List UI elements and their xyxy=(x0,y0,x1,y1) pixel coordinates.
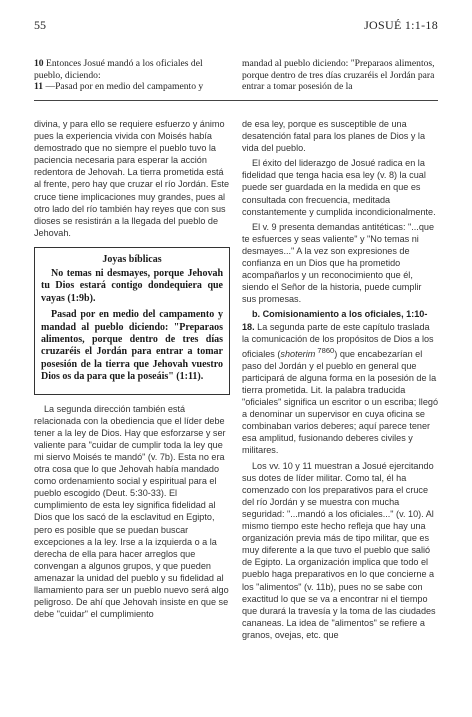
hebrew-term: shoterim xyxy=(280,348,316,359)
scripture-left-column xyxy=(34,58,230,93)
commentary-paragraph: de esa ley, porque es susceptible de una desatención fatal para los planes de Dios y la vida del pueblo. xyxy=(242,119,425,154)
section-heading: b. Comisionamiento a los oficiales, 1:10-18. xyxy=(242,309,428,332)
running-title: JOSUÉ 1:1-18 xyxy=(364,18,438,32)
box-quote-2: Pasad por en medio del campamento y mandad al pueblo diciendo: "Preparaos alimentos, porque dentro de tres días cruzaréis el Jordán para entrar a tomar posesión de la tierra que Jehovah vuestro Dios os da para que la poseáis" (1:11). xyxy=(41,309,223,383)
verse-text: —Pasad por en medio del campamento y xyxy=(43,81,204,93)
commentary-paragraph: Los vv. 10 y 11 muestran a Josué ejercitando sus dotes de líder militar. Como tal, él ha comenzado con los preparativos para el cruce del río Jordán y se muestra con mucha seguridad: "...mandó a los oficiales..." (v. 10). Al mismo tiempo este hecho refleja que hay una organización previa más de tipo militar, que es muy diferente a la que tuvo el pueblo que salió de Egipto. La organización implica que todo el pueblo haga preparativos en lo que concierne a los "alimentos" (v. 11b), pues no se sabe con exactitud lo que se va a encontrar ni el tiempo que durará la travesía y la toma de las ciudades cananeas. La idea de "alimentos" se refiere a granos, ovejas, etc. que xyxy=(242,460,436,640)
verse-text: Entonces Josué mandó a los oficiales del pueblo, diciendo: xyxy=(34,58,203,81)
commentary-section xyxy=(242,308,438,456)
scripture-right-column xyxy=(242,58,438,93)
bible-jewels-box xyxy=(34,247,230,395)
commentary-left-column xyxy=(34,118,230,623)
verse-number: 10 xyxy=(34,58,44,69)
verse-number: 11 xyxy=(34,81,44,93)
strong-number: 7860 xyxy=(315,345,335,355)
page-number: 55 xyxy=(34,18,46,32)
commentary-paragraph: La segunda dirección también está relacionada con la obediencia que el líder debe tener a la ley de Dios. Hay que esforzarse y ser valiente para "cuidar de cumplir toda la ley que mi siervo Moisés te mandó" (v. 7b). Esta no era otra cosa que lo que Jehovah había mandado como ordenamiento social y espiritual para el pueblo escogido (Deut. 5:30-33). El cumplimiento de esta ley significa fidelidad al Dios que los sacó de la esclavitud en Egipto, pero es posible que se puedan buscar excepciones a la ley. Irse a la izquierda o a la derecha de ella para hacer arreglos que convengan a algunos grupos, y que pueden amenazar la unidad del pueblo y su fidelidad al llamamiento para ser un pueblo nuevo será algo peligroso. De ahí que Jehovah insiste en que se debe "cuidar" el cumplimiento xyxy=(34,403,229,620)
page-header xyxy=(34,18,438,32)
verse-10 xyxy=(34,58,230,81)
divider-rule xyxy=(34,100,438,101)
verse-11-continued: mandad al pueblo diciendo: "Preparaos alimentos, porque dentro de tres días cruzaréis el Jordán para entrar a tomar posesión de la xyxy=(242,58,435,93)
commentary-right-column xyxy=(242,118,438,644)
box-title: Joyas bíblicas xyxy=(102,253,162,265)
commentary-paragraph: El éxito del liderazgo de Josué radica en la fidelidad que tenga hacia esa ley (v. 8) la cual puede ser guardada en la medida en que es consultada con frecuencia, meditada constantemente y cumplida incondicionalmente. xyxy=(242,158,436,217)
commentary-paragraph: El v. 9 presenta demandas antitéticas: "...que te esfuerces y seas valiente" y "No temas ni desmayes..." A la vez son expresiones de confianza en un Dios que ha prometido acompañarlos y un reconocimiento que él, siendo el Señor de la historia, puede cumplir sus promesas. xyxy=(242,221,435,305)
verse-11 xyxy=(34,81,230,93)
scripture-text xyxy=(34,58,438,98)
commentary-paragraph: divina, y para ello se requiere esfuerzo y ánimo pues la experiencia vivida con Moisés había demostrado que no siempre el pueblo tuvo la paciencia necesaria para esperar la acción redentora de Jehovah. La tierra prometida está al frente, pero hay que cruzar el río Jordán. Este cruce tiene implicaciones muy grandes, pues al otro lado del río también hay reyes que con sus dioses se resistirán a la llegada del pueblo de Jehovah. xyxy=(34,119,230,238)
section-text: ) que encabezarían el paso del Jordán y el pueblo en general que participará de alguna forma en la posesión de la tierra prometida. Lit. la palabra traducida "oficiales" significa un escritor o un escriba; llegó a denominar un supervisor en cuya oficina se combinaban varios deberes; aquí parece tener esa amplitud, fusionando deberes civiles y militares. xyxy=(242,348,439,456)
section-text: La segunda parte de este capítulo traslada la comunicación de los propósitos de Dios a los oficiales ( xyxy=(242,321,434,359)
box-quote-1: No temas ni desmayes, porque Jehovah tu Dios estará contigo dondequiera que vayas (1:9b). xyxy=(41,267,223,304)
